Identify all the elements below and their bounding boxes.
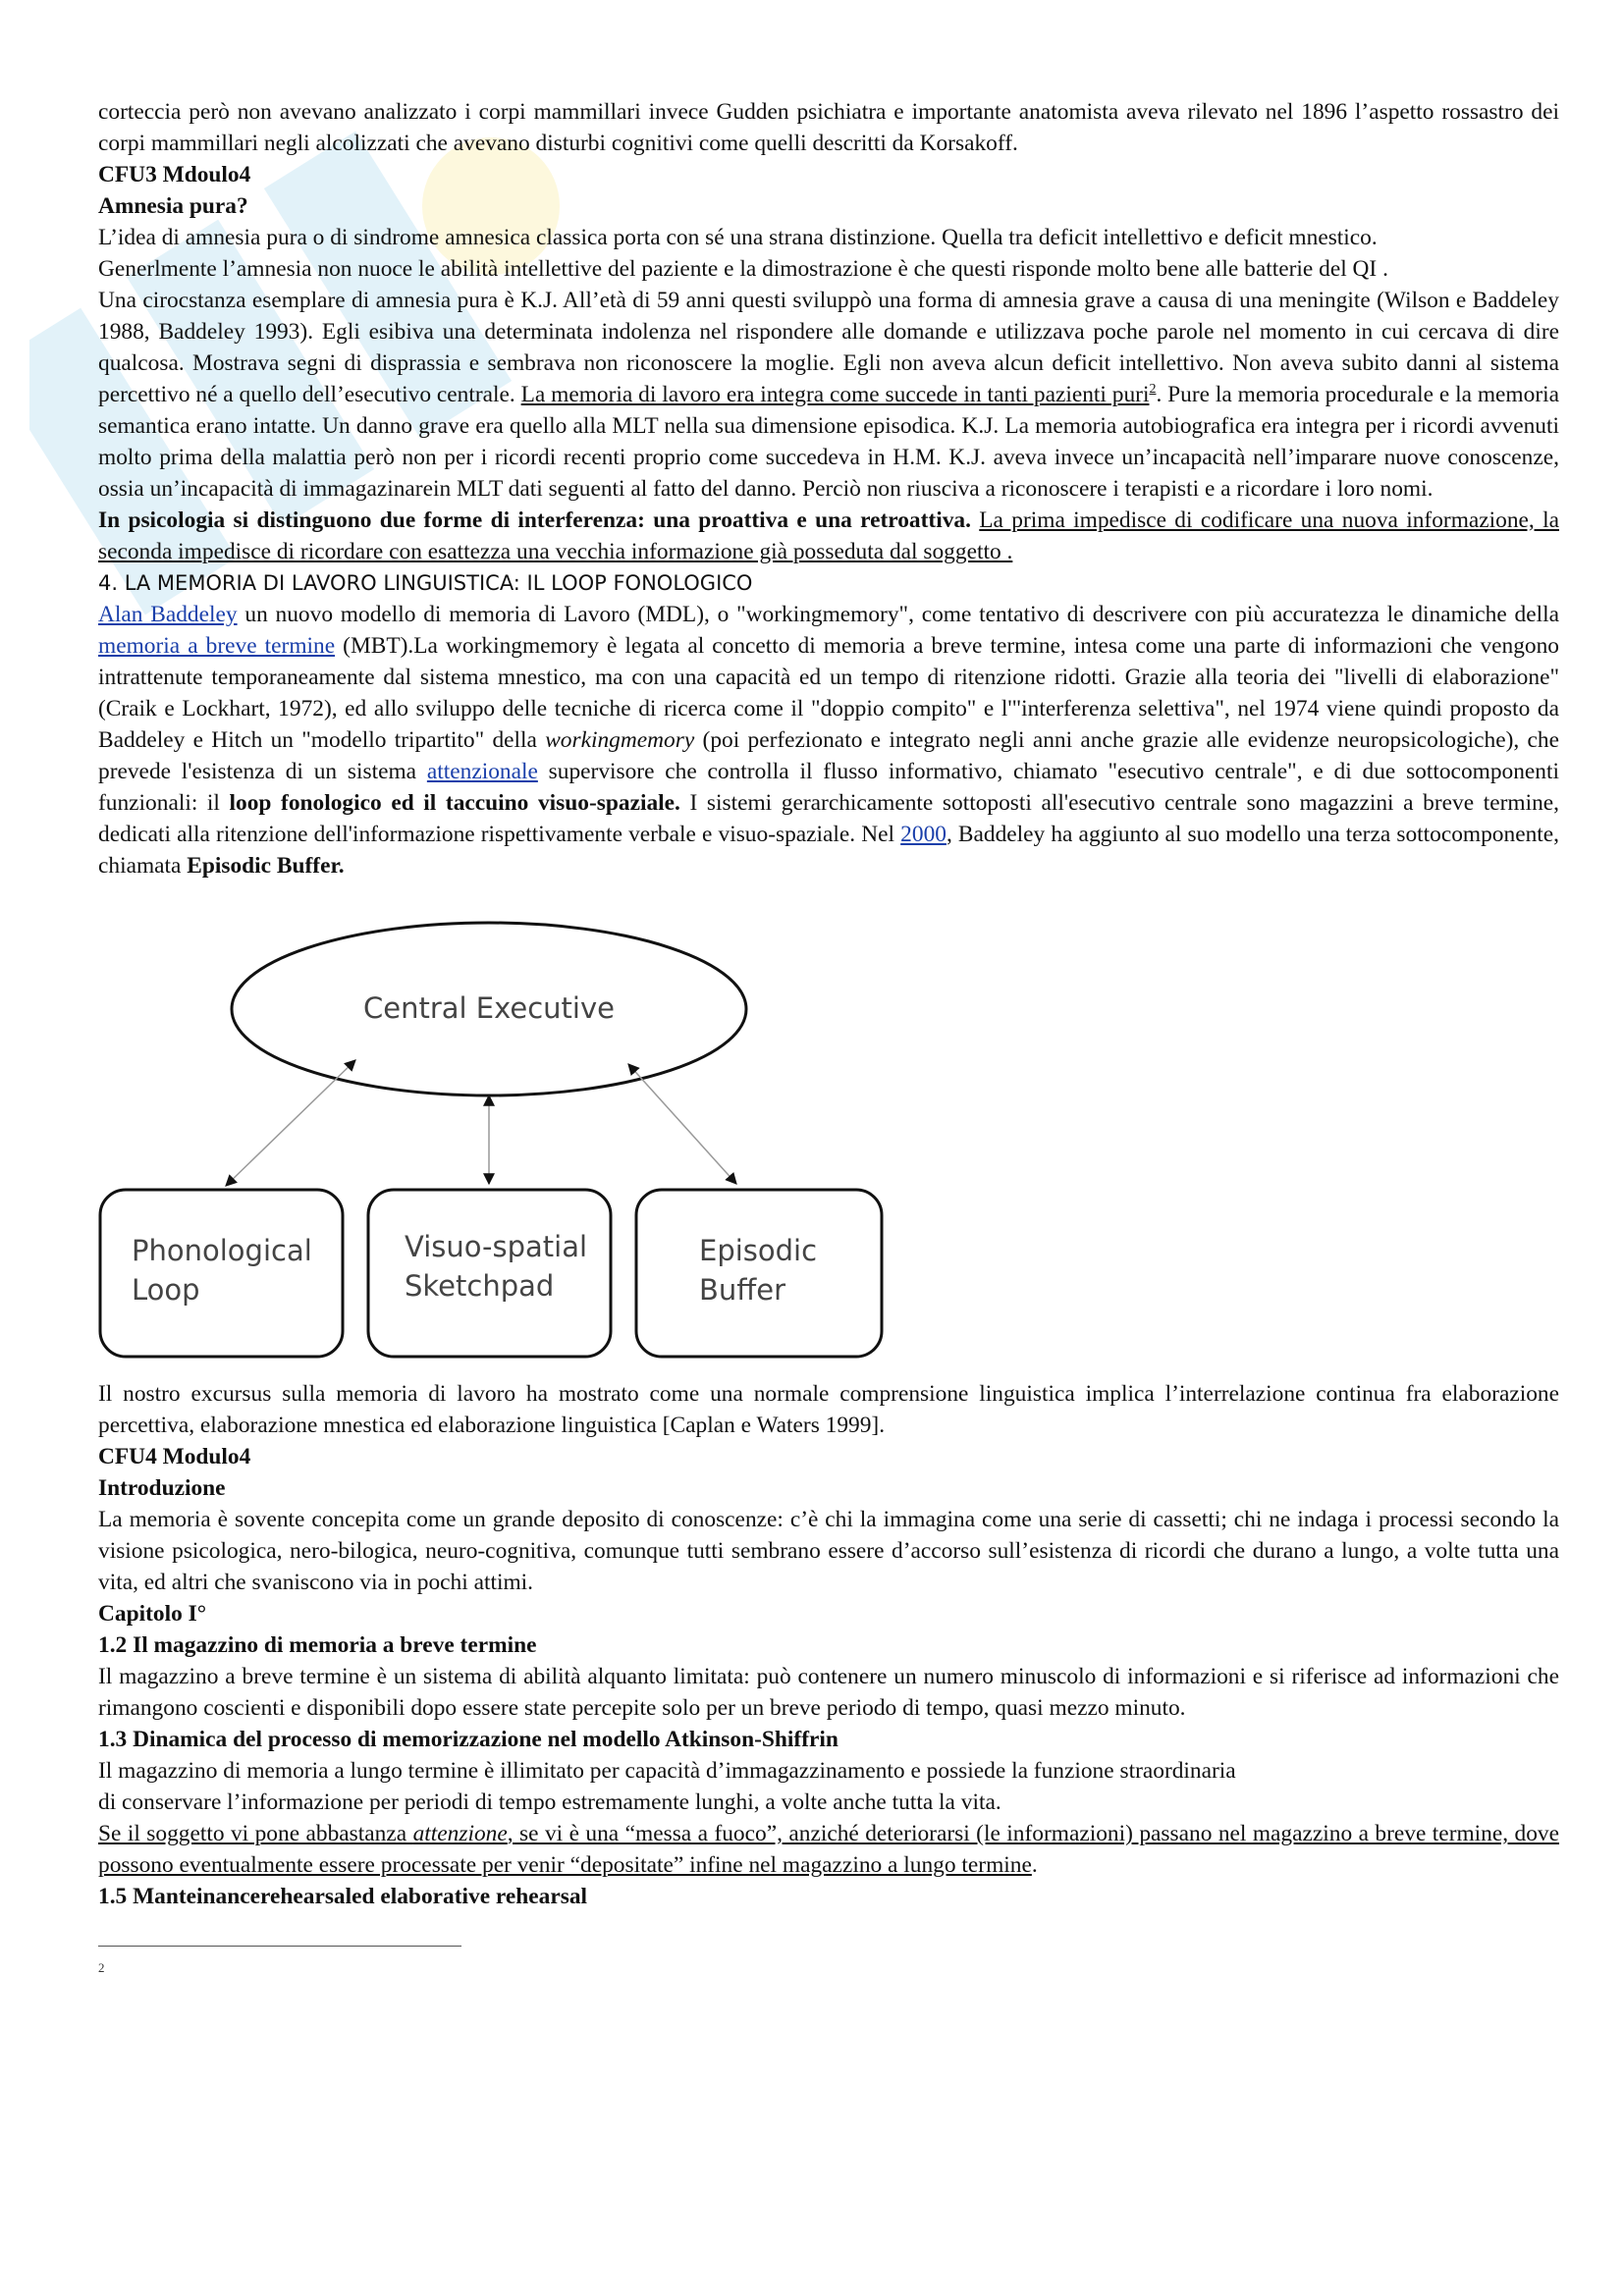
footnote-ref[interactable]: 2 bbox=[1149, 382, 1157, 398]
phonological-loop-label bbox=[132, 1234, 312, 1307]
kj-underlined-text: La memoria di lavoro era integra come succede in tanti pazienti puri bbox=[520, 382, 1150, 407]
paragraph-excursus: Il nostro excursus sulla memoria di lavoro ha mostrato come una normale comprensione linguistica implica l’interrelazione continua fra elaborazione percettiva, elaborazione mnestica ed elaborazione linguistica [Caplan e Waters 1999]. bbox=[98, 1381, 1559, 1438]
working-memory-diagram bbox=[98, 889, 903, 1370]
attenzione-underlined bbox=[98, 1821, 1559, 1878]
episodic-label-line1: Episodic bbox=[699, 1234, 818, 1267]
link-memoria-breve-termine[interactable]: memoria a breve termine bbox=[98, 633, 336, 659]
episodic-buffer-label bbox=[699, 1234, 817, 1307]
paragraph-attenzione bbox=[98, 1818, 1559, 1881]
visuo-label-line1: Visuo-spatial bbox=[405, 1230, 588, 1263]
baddeley-text-2: (MBT).La workingmemory è legata al concetto di memoria a breve termine, intesa come una parte di informazioni che vengono intrattenute temporaneamente dal sistema mnestico, ma con una capacità ed un tempo di ritenzione ridotti. Grazie alla teoria dei "livelli di elaborazione" (Craik e Lockhart, 1972), ed allo sviluppo delle tecniche di ricerca come il "doppio compito" e l'"interferenza selettiva", nel 1974 viene quindi proposto da Baddeley e Hitch un "modello tripartito" della bbox=[98, 633, 1559, 753]
visuo-spatial-label bbox=[405, 1230, 587, 1303]
attenzione-italic: attenzione bbox=[412, 1821, 508, 1846]
phonological-label-line1: Phonological bbox=[132, 1234, 312, 1267]
attenzione-text-1: Se il soggetto vi pone abbastanza bbox=[98, 1821, 413, 1846]
kj-text-b: . Pure la memoria procedurale e la memoria semantica erano intatte. Un danno grave era quello alla MLT nella sua dimensione episodica. K.J. La memoria autobiografica era integra per i ricordi avvenuti molto prima della malattia però non per i ricordi recenti proprio come succedeva in H.M. K.J. aveva invece un’incapacità nell’imparare nuove conoscenze, ossia un’incapacità di immagazinarein MLT dati seguenti al fatto del danno. Perciò non riusciva a riconoscere i terapisti e a ricordare i loro nomi. bbox=[98, 382, 1559, 502]
heading-cfu4: CFU4 Modulo4 bbox=[98, 1444, 251, 1469]
arrow-loop bbox=[226, 1060, 355, 1186]
document-page bbox=[98, 96, 1559, 1984]
paragraph-amnesia-idea: L’idea di amnesia pura o di sindrome amnesica classica porta con sé una strana distinzione. Quella tra deficit intellettivo e deficit mnestico. bbox=[98, 225, 1378, 250]
baddeley-text-4: supervisore che controlla il flusso informativo, chiamato "esecutivo centrale", e di due sottocomponenti funzionali: il bbox=[98, 759, 1559, 816]
heading-loop-fonologico: 4. LA MEMORIA DI LAVORO LINGUISTICA: IL LOOP FONOLOGICO bbox=[98, 571, 753, 595]
paragraph-amnesia-qi: Generlmente l’amnesia non nuoce le abilità intellettive del paziente e la dimostrazione è che questi risponde molto bene alle batterie del QI . bbox=[98, 256, 1388, 282]
link-alan-baddeley[interactable]: Alan Baddeley bbox=[98, 602, 238, 627]
baddeley-bold-1: loop fonologico ed il taccuino visuo-spaziale. bbox=[229, 790, 680, 816]
interferenza-bold: In psicologia si distinguono due forme di interferenza: una proattiva e una retroattiva. bbox=[98, 507, 971, 533]
attenzione-text-2: , se vi è una “messa a fuoco”, anziché deteriorarsi (le informazioni) passano nel magazzino a breve termine, dove possono eventualmente essere processate per venir “depositate” infine nel magazzino a lungo termine bbox=[98, 1821, 1560, 1878]
kj-text-a: Una cirocstanza esemplare di amnesia pura è K.J. All’età di 59 anni questi sviluppò una forma di amnesia grave a causa di una meningite (Wilson e Baddeley 1988, Baddeley 1993). Egli esibiva una determinata indolenza nel rispondere alle domande e utilizzava poche parole nel momento in cui cercava di dire qualcosa. Mostrava segni di disprassia e sembrava non riconoscere la moglie. Egli non aveva alcun deficit intellettivo. Non aveva subito danni al sistema percettivo né a quello dell’esecutivo centrale. bbox=[98, 288, 1559, 407]
interferenza-underlined: La prima impedisce di codificare una nuova informazione, la seconda impedisce di ricordare con esattezza una vecchia informazione già posseduta dal soggetto . bbox=[98, 507, 1559, 564]
link-attenzionale[interactable]: attenzionale bbox=[426, 759, 538, 784]
arrow-buffer bbox=[628, 1064, 736, 1184]
paragraph-baddeley bbox=[98, 599, 1559, 881]
paragraph-lungo-termine-a: Il magazzino di memoria a lungo termine è illimitato per capacità d’immagazzinamento e possiede la funzione straordinaria bbox=[98, 1758, 1236, 1784]
paragraph-korsakoff: corteccia però non avevano analizzato i corpi mammillari invece Gudden psichiatra e importante anatomista aveva rilevato nel 1896 l’aspetto rossastro dei corpi mammillari negli alcolizzati che avevano disturbi cognitivi come quelli descritti da Korsakoff. bbox=[98, 99, 1559, 156]
footnote-divider bbox=[98, 1946, 461, 1947]
phonological-label-line2: Loop bbox=[132, 1273, 200, 1307]
heading-capitolo: Capitolo I° bbox=[98, 1601, 207, 1627]
visuo-label-line2: Sketchpad bbox=[405, 1269, 555, 1303]
baddeley-text-1: un nuovo modello di memoria di Lavoro (MDL), o "workingmemory", come tentativo di descrivere con più accuratezza le dinamiche della bbox=[237, 602, 1559, 627]
baddeley-text-5: I sistemi gerarchicamente sottoposti all'esecutivo centrale sono magazzini a breve termine, dedicati alla ritenzione dell'informazione rispettivamente verbale e visuo-spaziale. Nel bbox=[98, 790, 1559, 847]
heading-1-3: 1.3 Dinamica del processo di memorizzazione nel modello Atkinson-Shiffrin bbox=[98, 1727, 839, 1752]
paragraph-breve-termine: Il magazzino a breve termine è un sistema di abilità alquanto limitata: può contenere un numero minuscolo di informazioni e si riferisce ad informazioni che rimangono coscienti e disponibili dopo essere state percepite solo per un breve periodo di tempo, quasi mezzo minuto. bbox=[98, 1664, 1559, 1721]
paragraph-interferenza bbox=[98, 505, 1559, 567]
heading-cfu3: CFU3 Mdoulo4 bbox=[98, 162, 251, 187]
paragraph-lungo-termine-b: di conservare l’informazione per periodi di tempo estremamente lunghi, a volte anche tutta la vita. bbox=[98, 1789, 1001, 1815]
baddeley-text-3: (poi perfezionato e integrato negli anni anche grazie alle evidenze neuropsicologiche), che prevede l'esistenza di un sistema bbox=[98, 727, 1560, 784]
heading-1-2: 1.2 Il magazzino di memoria a breve termine bbox=[98, 1632, 537, 1658]
paragraph-kj-case bbox=[98, 285, 1559, 505]
attenzione-period: . bbox=[1031, 1852, 1038, 1878]
heading-introduzione: Introduzione bbox=[98, 1475, 226, 1501]
heading-amnesia-pura: Amnesia pura? bbox=[98, 193, 248, 219]
episodic-label-line2: Buffer bbox=[699, 1273, 786, 1307]
central-executive-label: Central Executive bbox=[362, 991, 616, 1025]
footnote-number: 2 bbox=[98, 1960, 105, 1975]
heading-1-5: 1.5 Manteinancerehearsaled elaborative rehearsal bbox=[98, 1884, 588, 1909]
baddeley-bold-2: Episodic Buffer. bbox=[187, 853, 345, 879]
baddeley-text-6: , Baddeley ha aggiunto al suo modello una terza sottocomponente, chiamata bbox=[98, 822, 1560, 879]
paragraph-introduzione: La memoria è sovente concepita come un grande deposito di conoscenze: c’è chi la immagina come una serie di cassetti; chi ne indaga i processi secondo la visione psicologica, nero-bilogica, neuro-cognitiva, comunque tutti sembrano essere d’accorso sull’esistenza di ricordi che durano a lungo, a volte tutta una vita, ed altri che svaniscono via in pochi attimi. bbox=[98, 1507, 1559, 1595]
link-2000[interactable]: 2000 bbox=[900, 822, 947, 847]
baddeley-italic: workingmemory bbox=[545, 727, 695, 753]
